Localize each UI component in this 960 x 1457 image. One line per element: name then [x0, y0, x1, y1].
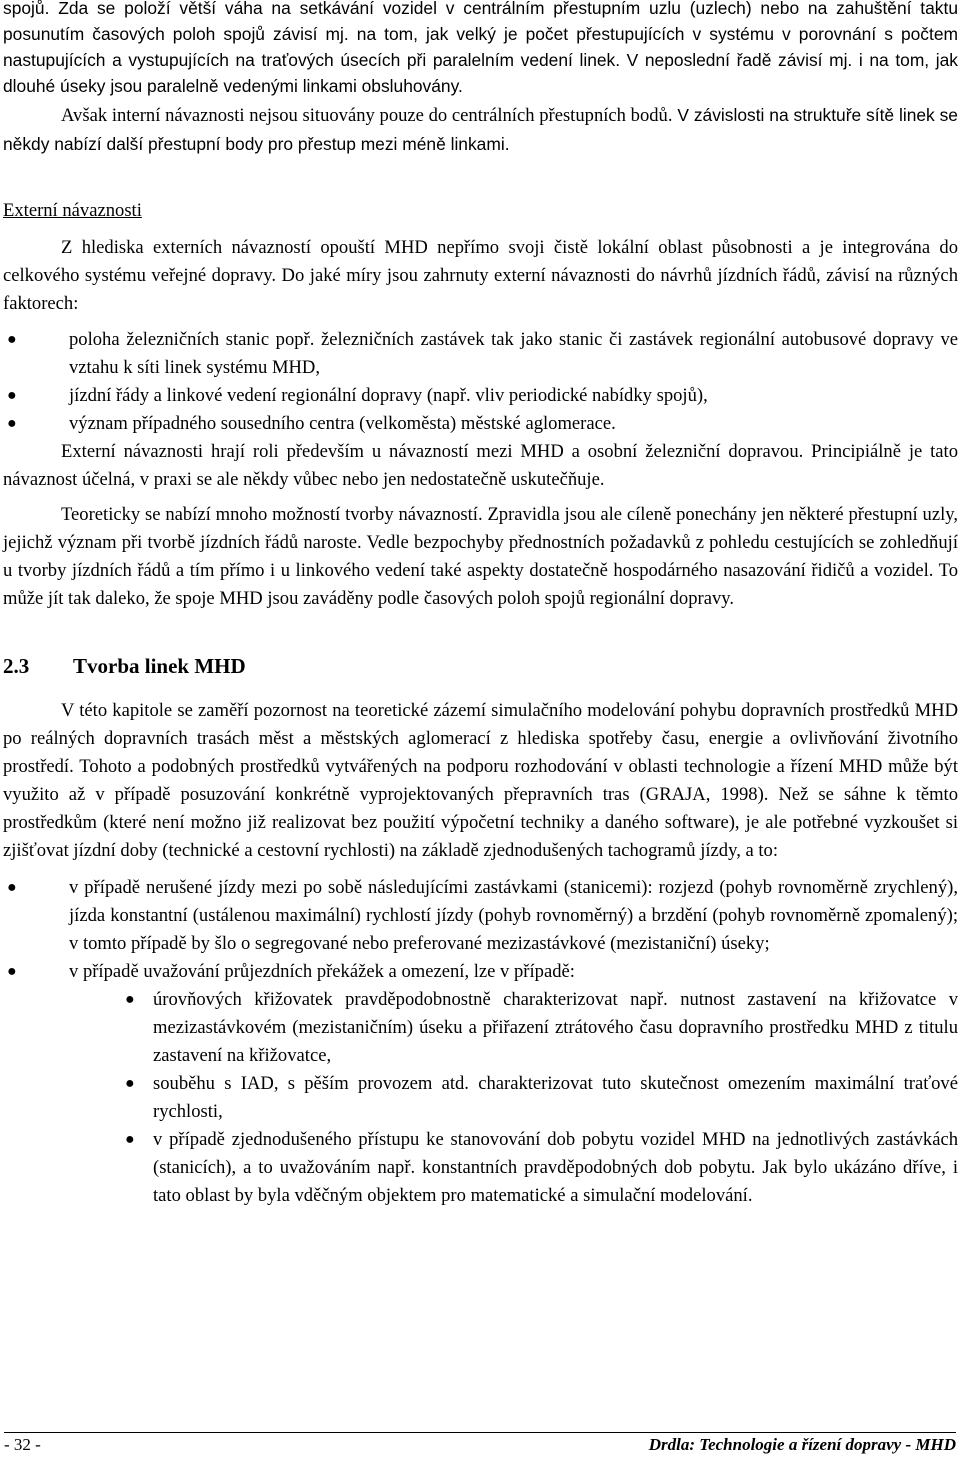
list-item: ● v případě nerušené jízdy mezi po sobě následujícími zastávkami (stanicemi): rozjezd (pohyb rovnoměrně zrychlený), jízda konstantní (ustálenou maximální) rychlostí jízdy (pohyb rovnoměrný) a brzdění (pohyb rovnoměrně zpomalený); v tomto případě by šlo o segregované nebo preferované mezizastávkové (mezistaniční) úseky; [3, 874, 958, 958]
section-heading [3, 651, 958, 681]
page-footer [4, 1432, 956, 1457]
running-title: Drdla: Technologie a řízení dopravy - MHD [648, 1435, 956, 1454]
list-item: ● v případě uvažování průjezdních překážek a omezení, lze v případě: [3, 958, 958, 986]
section-paragraph-1: V této kapitole se zaměří pozornost na teoretické zázemí simulačního modelování pohybu dopravních prostředků MHD po reálných dopravních trasách měst a městských aglomerací z hlediska spotřeby času, energie a ovlivňování životního prostředí. Tohoto a podobných prostředků vytvářených na podporu rozhodování v oblasti technologie a řízení MHD může být využito až v případě posuzování konkrétně vyprojektovaných přepravních tras (GRAJA, 1998). Než se sáhne k těmto prostředkům (které není možno již realizovat bez použití výpočetní techniky a daného software), je ale potřebné vyzkoušet si zjišťovat jízdní doby (technické a cestovní rychlosti) na základě zjednodušených tachogramů jízdy, a to: [3, 700, 958, 861]
external-paragraph-2: Externí návaznosti hrají roli především u návazností mezi MHD a osobní železniční dopravou. Principiálně je tato návaznost účelná, v praxi se ale někdy vůbec nebo jen nedostatečně uskutečňuje. [3, 441, 958, 490]
list-item: ● jízdní řády a linkové vedení regionální dopravy (např. vliv periodické nabídky spojů), [3, 382, 958, 410]
intro-paragraph-2-serif: Avšak interní návaznosti nejsou situovány pouze do centrálních přestupních bodů. [61, 105, 673, 126]
section-bullet-list [3, 874, 958, 986]
list-item: ● v případě zjednodušeného přístupu ke stanovování dob pobytu vozidel MHD na jednotlivých zastávkách (stanicích), a to uvažováním např. konstantních pravděpodobných dob pobytu. Jak bylo ukázáno dříve, i tato oblast by byla vděčným objektem pro matematické a simulační modelování. [3, 1126, 958, 1210]
list-item: ● poloha železničních stanic popř. železničních zastávek tak jako stanic či zastávek regionální autobusové dopravy ve vztahu k síti linek systému MHD, [3, 326, 958, 382]
page-number: - 32 - [4, 1435, 41, 1454]
bullet-icon: ● [7, 415, 17, 432]
section-number: 2.3 [3, 654, 30, 678]
bullet-icon: ● [125, 1131, 135, 1148]
intro-paragraph-1: spojů. Zda se položí větší váha na setkávání vozidel v centrálním přestupním uzlu (uzlech) nebo na zahuštění taktu posunutím časových poloh spojů závisí mj. na tom, jak velký je počet přestupujících v systému v porovnání s počtem nastupujících a vystupujících na traťových úsecích při paralelním vedení linek. V neposlední řadě závisí mj. i na tom, jak dlouhé úseky jsou paralelně vedenými linkami obsluhovány. [3, 0, 958, 96]
bullet-icon: ● [7, 879, 17, 896]
list-item: ● význam případného sousedního centra (velkoměsta) městské aglomerace. [3, 410, 958, 438]
bullet-icon: ● [125, 991, 135, 1008]
external-bullet-list [3, 326, 958, 438]
external-paragraph-1: Z hlediska externích návazností opouští MHD nepřímo svoji čistě lokální oblast působnosti a je integrována do celkového systému veřejné dopravy. Do jaké míry jsou zahrnuty externí návaznosti do návrhů jízdních řádů, závisí na různých faktorech: [3, 237, 958, 314]
list-item: ● souběhu s IAD, s pěším provozem atd. charakterizovat tuto skutečnost omezením maximální traťové rychlosti, [3, 1070, 958, 1126]
intro-paragraph-2-sans: V závislosti na struktuře sítě linek se někdy nabízí další přestupní body pro přestup mezi méně linkami. [3, 105, 958, 154]
intro-paragraph-2 [3, 101, 958, 159]
list-item: ● úrovňových křižovatek pravděpodobnostně charakterizovat např. nutnost zastavení na křižovatce v mezizastávkovém (mezistaničním) úseku a přiřazení ztrátového času dopravního prostředku MHD z titulu zastavení na křižovatce, [3, 986, 958, 1070]
section-sub-bullet-list [3, 986, 958, 1210]
document-page [3, 0, 958, 1210]
bullet-icon: ● [7, 331, 17, 348]
section-title: Tvorba linek MHD [73, 654, 246, 678]
subheading-external: Externí návaznosti [3, 200, 142, 221]
bullet-icon: ● [125, 1075, 135, 1092]
bullet-icon: ● [7, 963, 17, 980]
bullet-icon: ● [7, 387, 17, 404]
external-paragraph-3: Teoreticky se nabízí mnoho možností tvorby návazností. Zpravidla jsou ale cíleně ponechány jen některé přestupní uzly, jejichž význam při tvorbě jízdních řádů naroste. Vedle bezpochyby přednostních požadavků z pohledu cestujících se zohledňují u tvorby jízdních řádů a tím přímo i u linkového vedení také aspekty dostatečně hospodárného nasazování řidičů a vozidel. To může jít tak daleko, že spoje MHD jsou zaváděny podle časových poloh spojů regionální dopravy. [3, 504, 958, 609]
